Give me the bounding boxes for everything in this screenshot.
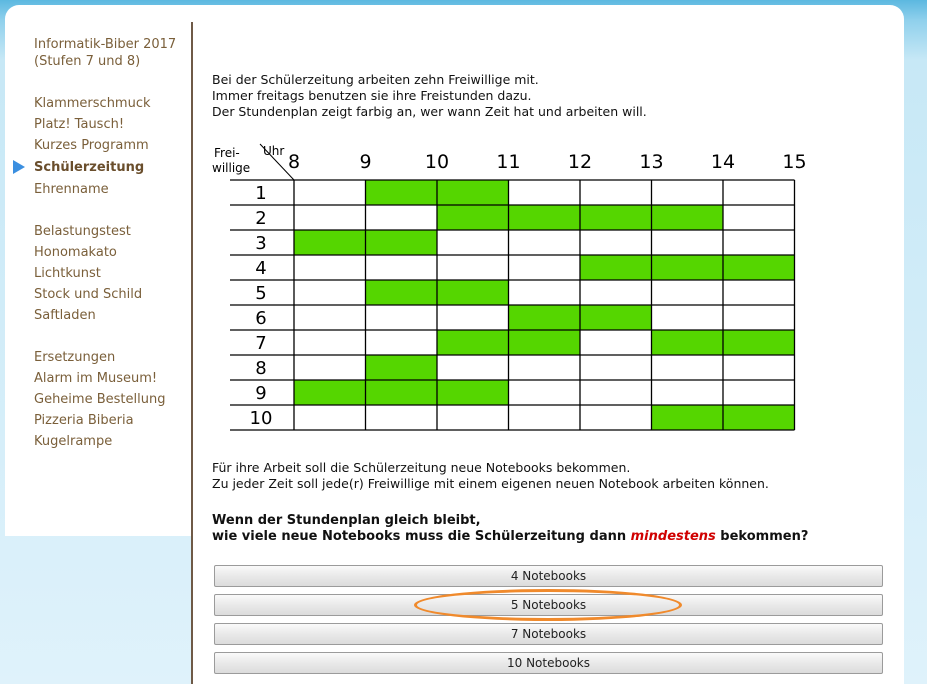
volunteer-label: 8	[255, 358, 267, 379]
available-cell	[509, 305, 581, 330]
nav-item-stock-und-schild[interactable]: Stock und Schild	[34, 287, 143, 302]
empty-cell	[652, 230, 724, 255]
volunteer-label: 3	[255, 233, 267, 254]
empty-cell	[580, 330, 652, 355]
nav-item-kurzes-programm[interactable]: Kurzes Programm	[34, 138, 149, 153]
available-cell	[580, 205, 652, 230]
current-task-arrow-icon	[13, 160, 25, 174]
available-cell	[652, 255, 724, 280]
volunteer-schedule-table	[208, 140, 818, 440]
volunteer-label: 7	[255, 333, 267, 354]
available-cell	[580, 305, 652, 330]
nav-item-ehrenname[interactable]: Ehrenname	[34, 182, 109, 197]
empty-cell	[294, 305, 366, 330]
empty-cell	[294, 255, 366, 280]
nav-item-platz-tausch[interactable]: Platz! Tausch!	[34, 117, 125, 132]
volunteer-label: 5	[255, 283, 267, 304]
empty-cell	[366, 255, 438, 280]
available-cell	[437, 205, 509, 230]
empty-cell	[652, 355, 724, 380]
empty-cell	[652, 280, 724, 305]
panel-divider	[191, 22, 193, 684]
empty-cell	[580, 405, 652, 430]
available-cell	[366, 180, 438, 205]
available-cell	[294, 380, 366, 405]
header-label-frei: Frei-	[214, 146, 240, 160]
nav-item-honomakato[interactable]: Honomakato	[34, 245, 117, 260]
nav-item-kugelrampe[interactable]: Kugelrampe	[34, 434, 113, 449]
empty-cell	[437, 405, 509, 430]
empty-cell	[509, 280, 581, 305]
available-cell	[652, 330, 724, 355]
available-cell	[437, 280, 509, 305]
available-cell	[366, 355, 438, 380]
answer-button-7-notebooks[interactable]: 7 Notebooks	[214, 623, 883, 645]
question-line-1: Wenn der Stundenplan gleich bleibt,	[212, 513, 481, 528]
volunteer-label: 9	[255, 383, 267, 404]
nav-item-pizzeria-biberia[interactable]: Pizzeria Biberia	[34, 413, 134, 428]
empty-cell	[366, 205, 438, 230]
task-line-1: Für ihre Arbeit soll die Schülerzeitung neue Notebooks bekommen.	[212, 460, 631, 475]
contest-title-line2: (Stufen 7 und 8)	[34, 53, 141, 69]
empty-cell	[366, 305, 438, 330]
available-cell	[580, 255, 652, 280]
empty-cell	[366, 330, 438, 355]
volunteer-label: 4	[255, 258, 267, 279]
question-line-2	[212, 528, 808, 545]
volunteer-label: 2	[255, 208, 267, 229]
contest-title-line1: Informatik-Biber 2017	[34, 37, 177, 52]
nav-item-belastungstest[interactable]: Belastungstest	[34, 224, 131, 239]
hour-label: 11	[496, 151, 521, 173]
empty-cell	[509, 230, 581, 255]
empty-cell	[294, 180, 366, 205]
available-cell	[723, 330, 795, 355]
nav-item-geheime-bestellung[interactable]: Geheime Bestellung	[34, 392, 166, 407]
answer-button-5-notebooks[interactable]: 5 Notebooks	[214, 594, 883, 616]
available-cell	[509, 205, 581, 230]
available-cell	[437, 330, 509, 355]
empty-cell	[652, 305, 724, 330]
available-cell	[723, 405, 795, 430]
empty-cell	[723, 280, 795, 305]
empty-cell	[509, 405, 581, 430]
empty-cell	[723, 180, 795, 205]
empty-cell	[509, 255, 581, 280]
empty-cell	[580, 230, 652, 255]
empty-cell	[509, 180, 581, 205]
hour-label: 15	[782, 151, 807, 173]
empty-cell	[294, 355, 366, 380]
empty-cell	[366, 405, 438, 430]
available-cell	[366, 280, 438, 305]
answer-button-10-notebooks[interactable]: 10 Notebooks	[214, 652, 883, 674]
nav-item-saftladen[interactable]: Saftladen	[34, 308, 96, 323]
nav-item-ersetzungen[interactable]: Ersetzungen	[34, 350, 116, 365]
available-cell	[366, 380, 438, 405]
intro-line-2: Immer freitags benutzen sie ihre Freistunden dazu.	[212, 88, 532, 103]
nav-item-lichtkunst[interactable]: Lichtkunst	[34, 266, 101, 281]
empty-cell	[723, 380, 795, 405]
nav-item-alarm-im-museum[interactable]: Alarm im Museum!	[34, 371, 158, 386]
volunteer-label: 1	[255, 183, 267, 204]
hour-label: 8	[287, 151, 301, 173]
intro-line-3: Der Stundenplan zeigt farbig an, wer wann Zeit hat und arbeiten will.	[212, 104, 647, 119]
header-label-willige: willige	[212, 161, 251, 175]
answer-button-4-notebooks[interactable]: 4 Notebooks	[214, 565, 883, 587]
empty-cell	[652, 380, 724, 405]
empty-cell	[294, 205, 366, 230]
empty-cell	[437, 230, 509, 255]
empty-cell	[437, 255, 509, 280]
available-cell	[366, 230, 438, 255]
empty-cell	[723, 205, 795, 230]
available-cell	[294, 230, 366, 255]
intro-line-1: Bei der Schülerzeitung arbeiten zehn Freiwillige mit.	[212, 72, 539, 87]
empty-cell	[294, 405, 366, 430]
empty-cell	[580, 380, 652, 405]
available-cell	[509, 330, 581, 355]
empty-cell	[580, 280, 652, 305]
empty-cell	[652, 180, 724, 205]
empty-cell	[294, 280, 366, 305]
empty-cell	[723, 230, 795, 255]
hour-label: 14	[710, 151, 736, 173]
empty-cell	[437, 305, 509, 330]
volunteer-label: 6	[255, 308, 267, 329]
contest-title	[34, 37, 184, 70]
nav-item-schuelerzeitung[interactable]: Schülerzeitung	[34, 160, 145, 175]
empty-cell	[509, 355, 581, 380]
available-cell	[652, 205, 724, 230]
empty-cell	[723, 305, 795, 330]
hour-label: 12	[567, 151, 593, 173]
empty-cell	[437, 355, 509, 380]
hour-label: 10	[424, 151, 450, 173]
nav-item-klammerschmuck[interactable]: Klammerschmuck	[34, 96, 151, 111]
volunteer-label: 10	[249, 408, 273, 429]
header-label-uhr: Uhr	[263, 144, 285, 158]
empty-cell	[723, 355, 795, 380]
task-line-2: Zu jeder Zeit soll jede(r) Freiwillige mit einem eigenen neuen Notebook arbeiten können.	[212, 476, 769, 491]
empty-cell	[580, 180, 652, 205]
hour-label: 9	[359, 151, 372, 173]
empty-cell	[509, 380, 581, 405]
empty-cell	[580, 355, 652, 380]
hour-label: 13	[639, 151, 664, 173]
question-emphasis: mindestens	[630, 529, 716, 544]
available-cell	[723, 255, 795, 280]
question-text-pre: wie viele neue Notebooks muss die Schülerzeitung dann	[212, 529, 631, 544]
empty-cell	[294, 330, 366, 355]
available-cell	[652, 405, 724, 430]
available-cell	[437, 380, 509, 405]
question-text-post: bekommen?	[715, 529, 809, 544]
available-cell	[437, 180, 509, 205]
